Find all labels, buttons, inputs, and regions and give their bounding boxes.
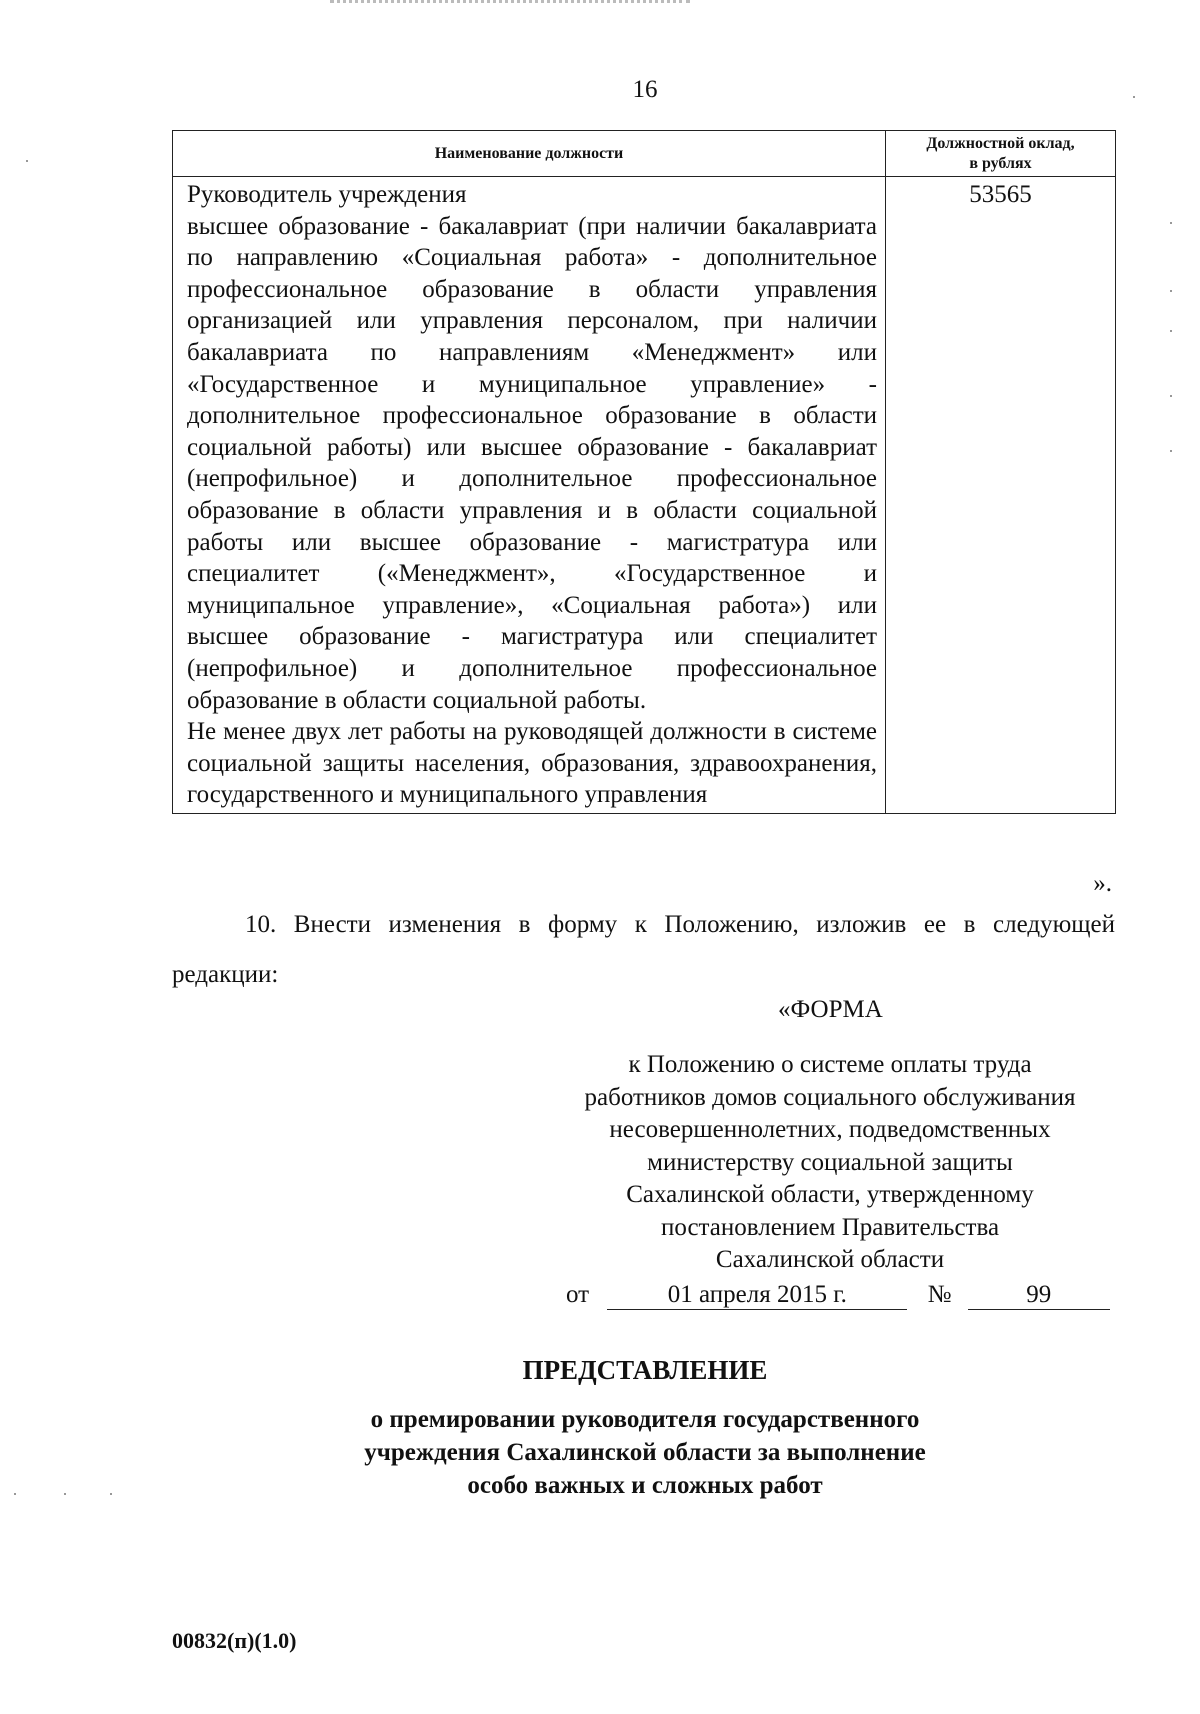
requirements-education: высшее образование - бакалавриат (при наличии бакалавриата по направлению «Социальная работа» - дополнительное профессиональное образование в области управления организацией или управления персоналом, при наличии бакалавриата по направлениям «Менеджмент» или «Государственное и муниципальное управление» - дополнительное профессиональное образование в области социальной работы) или высшее образование - бакалавриат (непрофильное) и дополнительное профессиональное образование в области управления и в области социальной работы или высшее образование - магистратура или специалитет («Менеджмент», «Государственное и муниципальное управление», «Социальная работа») или высшее образование - магистратура или специалитет (непрофильное) и дополнительное профессиональное образование в области социальной работы. bbox=[187, 212, 877, 714]
positions-table bbox=[172, 130, 1116, 814]
document-subtitle-line: особо важных и сложных работ bbox=[467, 1472, 823, 1499]
scan-speck bbox=[26, 160, 28, 162]
form-title: «ФОРМА bbox=[778, 996, 883, 1023]
footer-code: 00832(п)(1.0) bbox=[172, 1628, 297, 1653]
document-subtitle bbox=[0, 1403, 1200, 1502]
scan-artifact-top bbox=[330, 0, 690, 7]
scan-speck bbox=[1133, 96, 1135, 98]
table-header-row bbox=[173, 131, 1116, 177]
header-salary bbox=[886, 131, 1116, 177]
form-reference-line: работников домов социального обслуживания bbox=[584, 1083, 1076, 1111]
number-value: 99 bbox=[968, 1281, 1110, 1310]
scan-speck bbox=[1170, 290, 1172, 292]
position-title: Руководитель учреждения bbox=[187, 181, 467, 208]
scan-speck bbox=[64, 1493, 66, 1495]
header-position: Наименование должности bbox=[173, 131, 886, 177]
form-reference-line: к Положению о системе оплаты труда bbox=[628, 1051, 1032, 1078]
header-salary-line1: Должностной оклад, bbox=[926, 134, 1075, 152]
scan-speck bbox=[1170, 395, 1172, 397]
form-reference-line: Сахалинской области, утвержденному bbox=[626, 1181, 1034, 1208]
scan-speck bbox=[1170, 450, 1172, 452]
form-reference-line: постановлением Правительства bbox=[660, 1213, 1000, 1241]
form-date-number bbox=[566, 1281, 1110, 1310]
date-prefix: от bbox=[566, 1281, 590, 1308]
form-reference-line: министерству социальной защиты bbox=[647, 1148, 1013, 1176]
paragraph-10-line2: редакции: bbox=[172, 961, 279, 988]
paragraph-10-line1: 10. Внести изменения в форму к Положению, изложив ее в следующей bbox=[245, 911, 1115, 938]
salary-cell bbox=[886, 177, 1116, 814]
date-value: 01 апреля 2015 г. bbox=[607, 1281, 907, 1310]
scan-speck bbox=[14, 1493, 16, 1495]
closing-quote: ». bbox=[1093, 870, 1112, 897]
form-reference-line: несовершеннолетних, подведомственных bbox=[609, 1116, 1051, 1143]
scan-speck bbox=[1170, 330, 1172, 332]
form-reference bbox=[540, 1049, 1120, 1277]
position-cell bbox=[173, 177, 886, 814]
scan-speck bbox=[110, 1493, 112, 1495]
scan-speck bbox=[1170, 222, 1172, 224]
document-subtitle-line: о премировании руководителя государственного bbox=[370, 1406, 920, 1433]
form-reference-line: Сахалинской области bbox=[715, 1246, 945, 1273]
salary-value: 53565 bbox=[969, 181, 1032, 208]
header-salary-line2: в рублях bbox=[969, 154, 1032, 172]
page-number: 16 bbox=[632, 76, 658, 103]
number-prefix: № bbox=[927, 1281, 952, 1308]
requirements-experience: Не менее двух лет работы на руководящей должности в системе социальной защиты населения, образования, здравоохранения, государственного и муниципального управления bbox=[187, 718, 877, 809]
document-title: ПРЕДСТАВЛЕНИЕ bbox=[522, 1355, 768, 1385]
paragraph-10 bbox=[172, 900, 1115, 1000]
document-subtitle-line: учреждения Сахалинской области за выполнение bbox=[364, 1439, 926, 1466]
table-row bbox=[173, 177, 1116, 814]
